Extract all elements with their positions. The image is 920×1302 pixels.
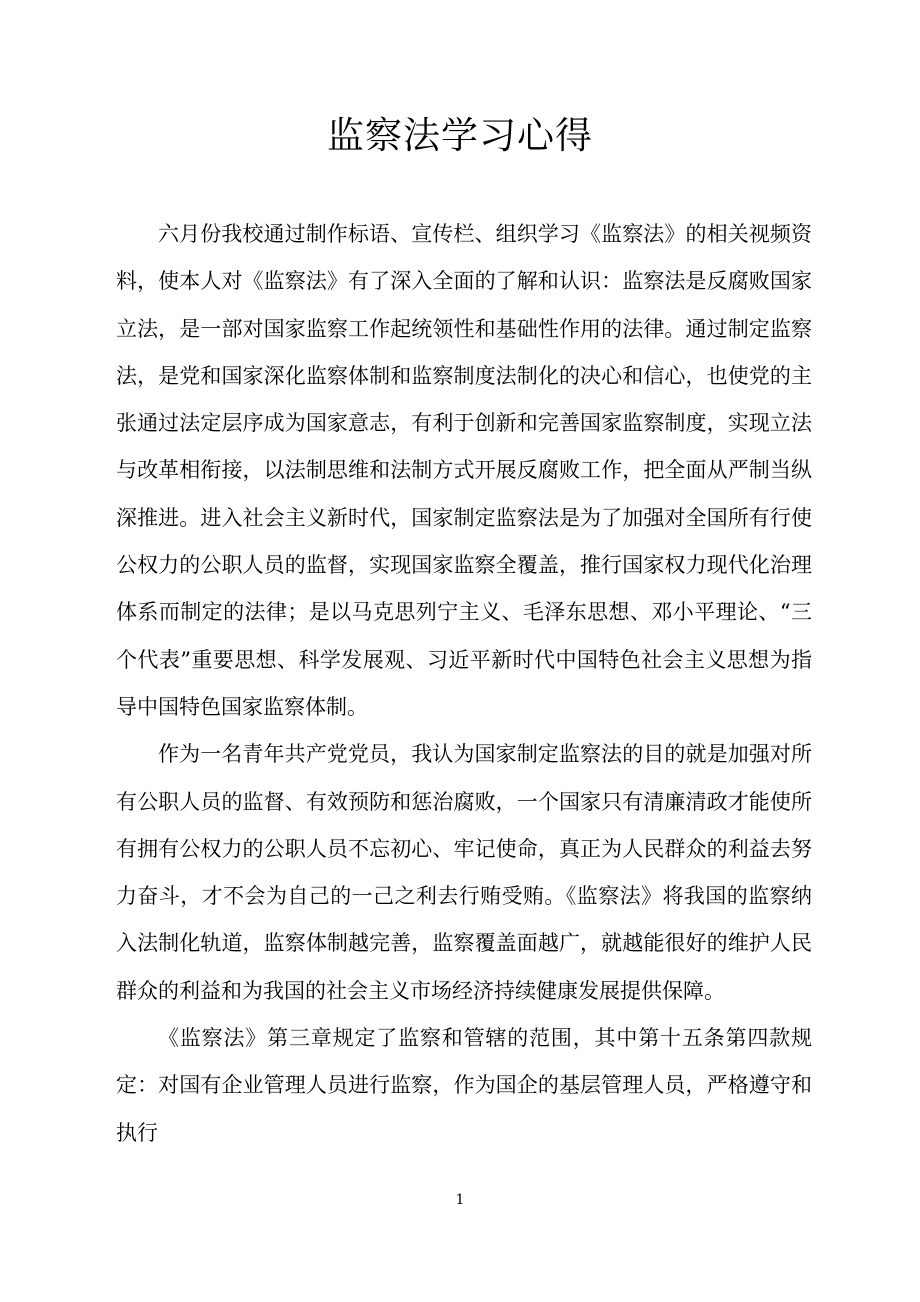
paragraph-1: 六月份我校通过制作标语、宣传栏、组织学习《监察法》的相关视频资料，使本人对《监察法》有了深入全面的了解和认识：监察法是反腐败国家立法，是一部对国家监察工作起统领性和基础性作用的法律。通过制定监察法，是党和国家深化监察体制和监察制度法制化的决心和信心，也使党的主张通过法定层序成为国家意志，有利于创新和完善国家监察制度，实现立法与改革相衔接，以法制思维和法制方式开展反腐败工作，把全面从严制当纵深推进。进入社会主义新时代，国家制定监察法是为了加强对全国所有行使公权力的公职人员的监督，实现国家监察全覆盖，推行国家权力现代化治理体系而制定的法律；是以马克思列宁主义、毛泽东思想、邓小平理论、“三个代表”重要思想、科学发展观、习近平新时代中国特色社会主义思想为指导中国特色国家监察体制。 — [116, 222, 812, 719]
paragraph-2: 作为一名青年共产党党员，我认为国家制定监察法的目的就是加强对所有公职人员的监督、有效预防和惩治腐败，一个国家只有清廉清政才能使所有拥有公权力的公职人员不忘初心、牢记使命，真正为人民群众的利益去努力奋斗，才不会为自己的一己之利去行贿受贿。《监察法》将我国的监察纳入法制化轨道，监察体制越完善，监察覆盖面越广，就越能很好的维护人民群众的利益和为我国的社会主义市场经济持续健康发展提供保障。 — [116, 742, 812, 1003]
paragraph-3: 《监察法》第三章规定了监察和管辖的范围，其中第十五条第四款规定：对国有企业管理人员进行监察，作为国企的基层管理人员，严格遵守和执行 — [116, 1026, 812, 1145]
document-body — [116, 211, 812, 1157]
page-number: 1 — [455, 1192, 465, 1208]
document-title: 监察法学习心得 — [327, 114, 593, 157]
